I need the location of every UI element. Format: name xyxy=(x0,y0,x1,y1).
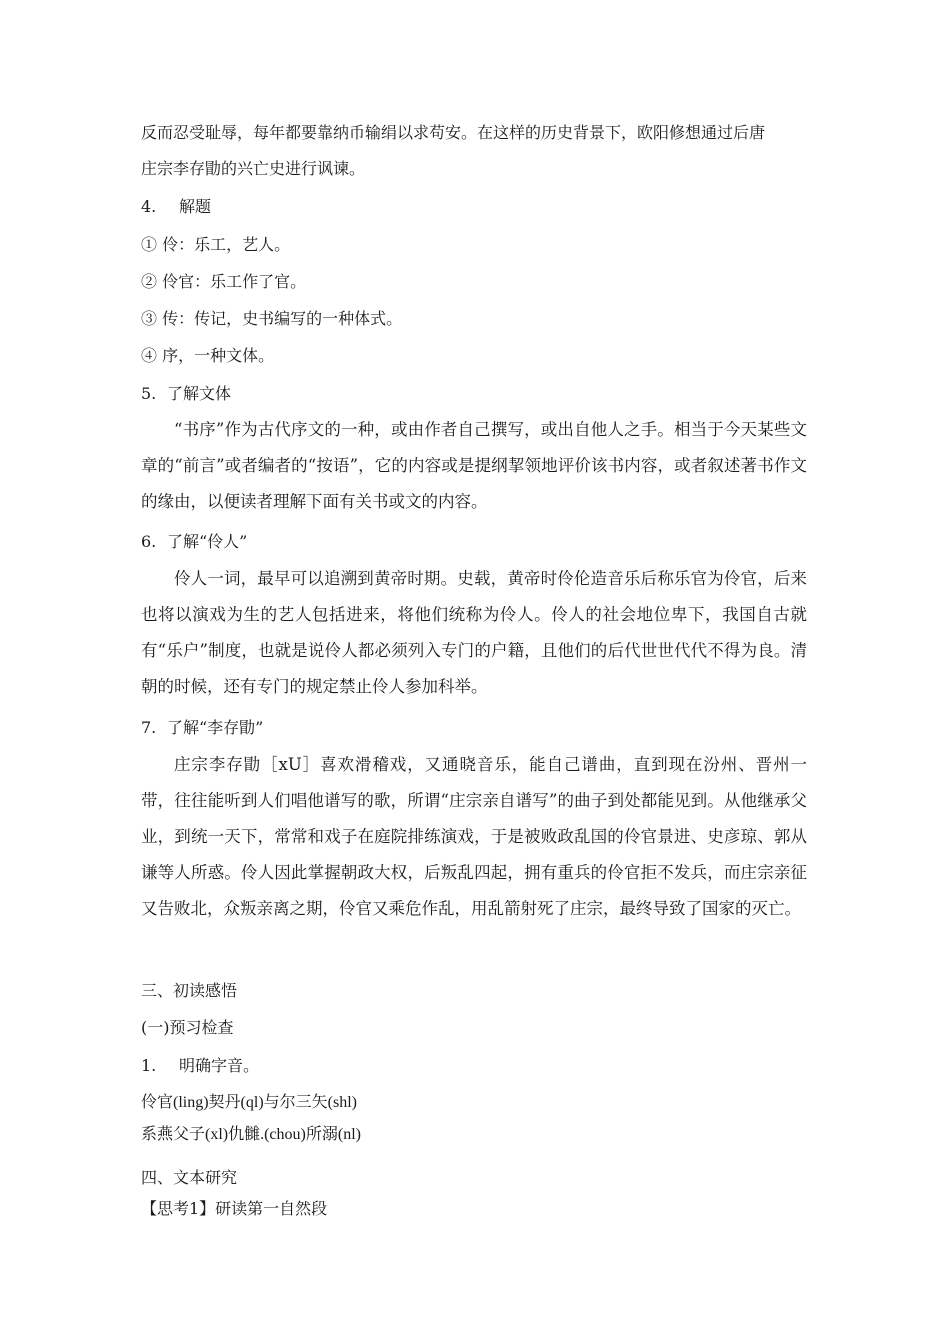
pronunciation-line-2: 系燕父子(xl)仇雠.(chou)所溺(nl) xyxy=(141,1126,361,1143)
explanation-item-1: ① 伶：乐工，艺人。 xyxy=(141,235,291,254)
section-7-body: 庄宗李存勖［xU］喜欢滑稽戏，又通晓音乐，能自己谱曲，直到现在汾州、晋州一带，往往能听到人们唱他谱写的歌，所谓“庄宗亲自谱写”的曲子到处都能见到。从他继承父业，到统一天下，常常和戏子在庭院排练演戏，于是被败政乱国的伶官景进、史彦琼、郭从谦等人所惑。伶人因此掌握朝政大权，后叛乱四起，拥有重兵的伶官拒不发兵，而庄宗亲征又告败北，众叛亲离之期，伶官又乘危作乱，用乱箭射死了庄宗，最终导致了国家的灭亡。 xyxy=(141,755,807,918)
section-3-title: 三、初读感悟 xyxy=(141,981,238,1000)
section-4-title: 解题 xyxy=(179,197,212,216)
section-6-number: 6. xyxy=(141,532,157,551)
section-5-number: 5. xyxy=(141,384,157,403)
explanation-item-4: ④ 序，一种文体。 xyxy=(141,346,275,365)
preview-check-title: (一)预习检查 xyxy=(141,1018,234,1037)
section-6-title: 了解“伶人” xyxy=(167,532,248,551)
section-7-title: 了解“李存勖” xyxy=(167,718,264,737)
section-6-heading xyxy=(141,532,247,552)
section-5-title: 了解文体 xyxy=(167,384,232,403)
section-7-heading xyxy=(141,718,263,738)
question-1-text: 明确字音。 xyxy=(179,1056,260,1075)
explanation-item-2: ② 伶官：乐工作了官。 xyxy=(141,272,307,291)
question-1-number: 1. xyxy=(141,1056,157,1075)
explanation-item-3: ③ 传：传记，史书编写的一种体式。 xyxy=(141,309,403,328)
section-4-text-study-title: 四、文本研究 xyxy=(141,1168,238,1187)
section-4-number: 4. xyxy=(141,197,157,216)
section-7-number: 7. xyxy=(141,718,157,737)
section-6-body: 伶人一词，最早可以追溯到黄帝时期。史载，黄帝时伶伦造音乐后称乐官为伶官，后来也将以演戏为生的艺人包括进来，将他们统称为伶人。伶人的社会地位卑下，我国自古就有“乐户”制度，也就是说伶人都必须列入专门的户籍，且他们的后代世世代代不得为良。清朝的时候，还有专门的规定禁止伶人参加科举。 xyxy=(141,569,807,696)
intro-line-1: 反而忍受耻辱，每年都要靠纳币输绢以求苟安。在这样的历史背景下，欧阳修想通过后唐 xyxy=(141,123,766,142)
think-1-prompt: 【思考1】研读第一自然段 xyxy=(141,1199,328,1218)
pronunciation-line-1: 伶官(ling)契丹(ql)与尔三矢(shl) xyxy=(141,1094,357,1111)
intro-line-2: 庄宗李存勖的兴亡史进行讽谏。 xyxy=(141,159,366,178)
section-5-body: “书序”作为古代序文的一种，或由作者自己撰写，或出自他人之手。相当于今天某些文章的“前言”或者编者的“按语”，它的内容或是提纲挈领地评价该书内容，或者叙述著书作文的缘由，以便读者理解下面有关书或文的内容。 xyxy=(141,420,807,511)
section-5-heading xyxy=(141,384,231,404)
section-4-heading xyxy=(141,197,211,217)
question-1 xyxy=(141,1056,259,1076)
